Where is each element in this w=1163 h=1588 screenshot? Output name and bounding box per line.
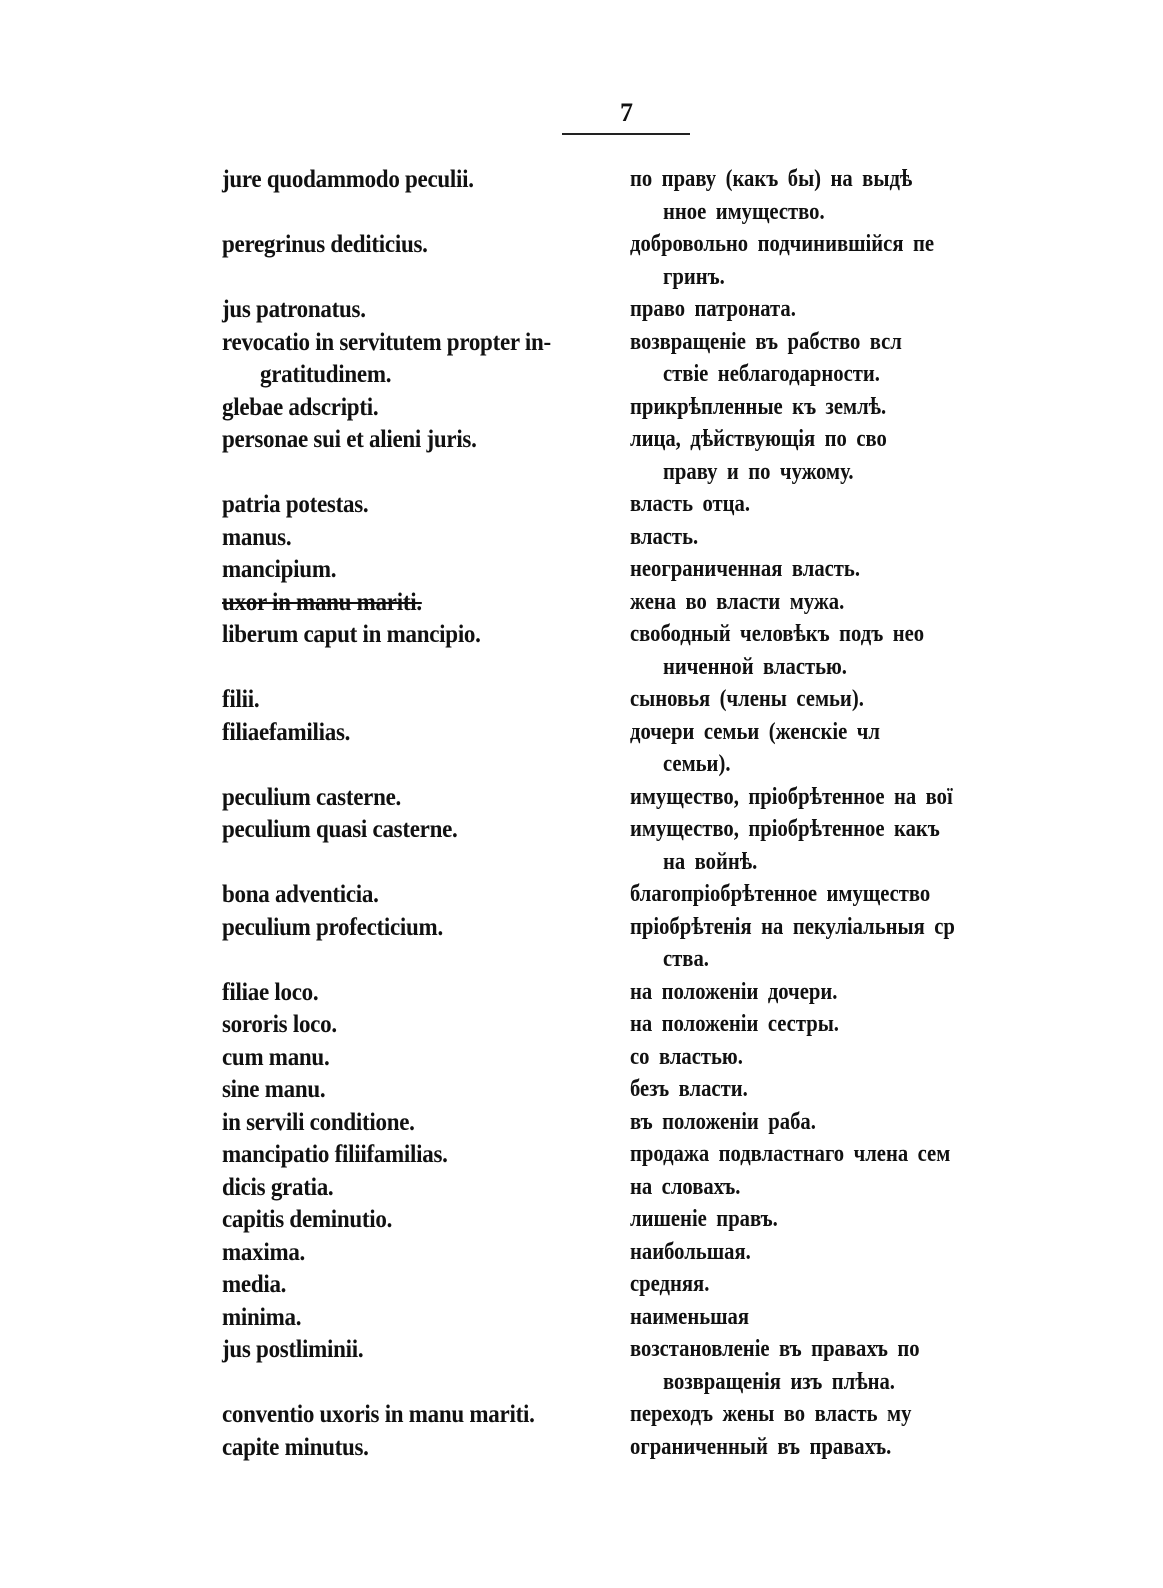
russian-translation xyxy=(630,1271,975,1298)
russian-translation-text: на положеніи сестры. xyxy=(630,1011,839,1037)
russian-translation-text: жена во власти мужа. xyxy=(630,588,845,615)
glossary-row xyxy=(0,296,1163,329)
glossary-row xyxy=(0,881,1163,914)
russian-translation-text: по праву (какъ бы) на выдѣ xyxy=(630,166,913,192)
glossary-row xyxy=(0,1434,1163,1467)
latin-term: in servili conditione. xyxy=(222,1108,415,1136)
latin-term: media. xyxy=(222,1271,287,1298)
russian-translation-text: имущество, пріобрѣтенное на вої xyxy=(630,783,953,810)
latin-term: personae sui et alieni juris. xyxy=(222,426,477,453)
latin-term: peculium casterne. xyxy=(222,783,402,811)
russian-translation xyxy=(630,231,975,258)
russian-translation xyxy=(630,1434,975,1461)
glossary-row xyxy=(0,654,1163,687)
russian-translation xyxy=(630,979,975,1006)
russian-translation-text: пріобрѣтенія на пекуліальныя ср xyxy=(630,913,955,940)
latin-term: jus postliminii. xyxy=(222,1336,364,1363)
russian-translation xyxy=(630,1336,975,1363)
glossary-row xyxy=(0,1141,1163,1174)
russian-translation-text: власть отца. xyxy=(630,491,751,517)
latin-term: jure quodammodo peculii. xyxy=(222,166,474,193)
glossary-row xyxy=(0,914,1163,947)
latin-term: minima. xyxy=(222,1303,302,1331)
glossary-row xyxy=(0,1206,1163,1239)
glossary-row xyxy=(0,1401,1163,1434)
russian-translation xyxy=(630,1141,975,1168)
glossary-row xyxy=(0,621,1163,654)
russian-translation xyxy=(630,816,975,843)
latin-term: mancipium. xyxy=(222,556,337,583)
glossary-row xyxy=(0,394,1163,427)
glossary-row xyxy=(0,231,1163,264)
glossary-row xyxy=(0,166,1163,199)
glossary-row xyxy=(0,329,1163,362)
latin-term: jus patronatus. xyxy=(222,296,366,323)
russian-translation-text: наибольшая. xyxy=(630,1238,751,1265)
russian-translation xyxy=(630,1109,975,1136)
latin-term: revocatio in servitutem propter in- xyxy=(222,328,551,356)
glossary-row xyxy=(0,1271,1163,1304)
glossary-row xyxy=(0,1076,1163,1109)
russian-translation xyxy=(630,459,975,486)
russian-translation xyxy=(630,1044,975,1071)
latin-term: conventio uxoris in manu mariti. xyxy=(222,1401,535,1428)
russian-translation xyxy=(630,1206,975,1233)
russian-translation-text: на положеніи дочери. xyxy=(630,978,838,1005)
russian-translation-text: свободный человѣкъ подъ нео xyxy=(630,621,925,647)
glossary-row xyxy=(0,1174,1163,1207)
russian-translation xyxy=(630,751,975,778)
latin-term: dicis gratia. xyxy=(222,1173,334,1201)
latin-term: manus. xyxy=(222,523,292,551)
glossary-row xyxy=(0,1336,1163,1369)
russian-translation-text: власть. xyxy=(630,523,699,550)
russian-translation-text: семьи). xyxy=(663,751,731,777)
latin-term: filii. xyxy=(222,686,260,713)
russian-translation xyxy=(630,589,975,616)
russian-translation-text: неограниченная власть. xyxy=(630,556,861,582)
russian-translation xyxy=(630,784,975,811)
russian-translation-text: ограниченный въ правахъ. xyxy=(630,1433,892,1460)
russian-translation-text: ства. xyxy=(663,946,709,972)
latin-term: gratitudinem. xyxy=(260,361,392,388)
glossary-row xyxy=(0,686,1163,719)
russian-translation-text: дочери семьи (женскіе чл xyxy=(630,718,881,745)
russian-translation-text: продажа подвластнаго члена сем xyxy=(630,1141,951,1167)
russian-translation xyxy=(630,426,975,453)
russian-translation xyxy=(630,719,975,746)
russian-translation xyxy=(630,914,975,941)
latin-term: sine manu. xyxy=(222,1076,326,1103)
page-number: 7 xyxy=(620,98,633,127)
russian-translation xyxy=(630,491,975,518)
russian-translation-text: благопріобрѣтенное имущество xyxy=(630,881,931,907)
russian-translation xyxy=(630,654,975,681)
russian-translation xyxy=(630,296,975,323)
glossary-row xyxy=(0,524,1163,557)
russian-translation-text: возвращеніе въ рабство всл xyxy=(630,328,902,355)
russian-translation xyxy=(630,1304,975,1331)
latin-term: capitis deminutio. xyxy=(222,1206,393,1233)
russian-translation xyxy=(630,1076,975,1103)
russian-translation-text: въ положеніи раба. xyxy=(630,1108,816,1135)
russian-translation xyxy=(630,1011,975,1038)
russian-translation xyxy=(630,1369,975,1396)
russian-translation xyxy=(630,524,975,551)
glossary-row xyxy=(0,264,1163,297)
russian-translation-text: наименьшая xyxy=(630,1303,750,1330)
russian-translation xyxy=(630,881,975,908)
russian-translation-text: на словахъ. xyxy=(630,1173,741,1200)
russian-translation-text: добровольно подчинившійся пе xyxy=(630,231,935,257)
glossary-row xyxy=(0,361,1163,394)
russian-translation xyxy=(630,329,975,356)
glossary-row xyxy=(0,946,1163,979)
russian-translation-text: ствіе неблагодарности. xyxy=(663,361,880,387)
russian-translation xyxy=(630,1239,975,1266)
glossary-row xyxy=(0,849,1163,882)
latin-term: bona adventicia. xyxy=(222,881,379,908)
russian-translation xyxy=(630,621,975,648)
russian-translation-text: праву и по чужому. xyxy=(663,458,854,485)
glossary-row xyxy=(0,199,1163,232)
russian-translation-text: сыновья (члены семьи). xyxy=(630,686,864,712)
glossary-row xyxy=(0,751,1163,784)
russian-translation-text: на войнѣ. xyxy=(663,848,758,875)
glossary-row xyxy=(0,784,1163,817)
russian-translation-text: со властью. xyxy=(630,1043,743,1070)
russian-translation xyxy=(630,556,975,583)
russian-translation-text: нное имущество. xyxy=(663,198,825,225)
latin-term: uxor in manu mariti. xyxy=(222,588,422,616)
russian-translation-text: прикрѣпленные къ землѣ. xyxy=(630,393,887,420)
glossary-row xyxy=(0,426,1163,459)
russian-translation-text: гринъ. xyxy=(663,263,725,290)
russian-translation xyxy=(630,849,975,876)
russian-translation-text: имущество, пріобрѣтенное какъ xyxy=(630,816,940,842)
russian-translation xyxy=(630,394,975,421)
glossary-row xyxy=(0,556,1163,589)
latin-term: filiaefamilias. xyxy=(222,718,351,746)
latin-term: patria potestas. xyxy=(222,491,369,518)
russian-translation-text: ниченной властью. xyxy=(663,653,847,680)
glossary-row xyxy=(0,1304,1163,1337)
russian-translation-text: лишеніе правъ. xyxy=(630,1206,778,1232)
glossary-row xyxy=(0,1011,1163,1044)
glossary-row xyxy=(0,589,1163,622)
latin-term: peculium profecticium. xyxy=(222,913,443,941)
russian-translation-text: безъ власти. xyxy=(630,1076,748,1102)
russian-translation xyxy=(630,1401,975,1428)
glossary-row xyxy=(0,1369,1163,1402)
latin-term: cum manu. xyxy=(222,1043,330,1071)
russian-translation-text: право патроната. xyxy=(630,296,796,322)
glossary-row xyxy=(0,979,1163,1012)
russian-translation xyxy=(630,1174,975,1201)
russian-translation-text: лица, дѣйствующія по сво xyxy=(630,426,887,452)
latin-term: sororis loco. xyxy=(222,1011,337,1038)
latin-term: peculium quasi casterne. xyxy=(222,816,458,843)
glossary-row xyxy=(0,1239,1163,1272)
latin-term: capite minutus. xyxy=(222,1433,369,1461)
glossary-row xyxy=(0,1109,1163,1142)
latin-term: liberum caput in mancipio. xyxy=(222,621,481,648)
latin-term: maxima. xyxy=(222,1238,306,1266)
russian-translation-text: средняя. xyxy=(630,1271,710,1297)
russian-translation xyxy=(630,361,975,388)
glossary-row xyxy=(0,719,1163,752)
latin-term: glebae adscripti. xyxy=(222,393,379,421)
latin-term: filiae loco. xyxy=(222,978,319,1006)
glossary-row xyxy=(0,1044,1163,1077)
latin-term: peregrinus dediticius. xyxy=(222,231,428,258)
russian-translation xyxy=(630,166,975,193)
russian-translation xyxy=(630,946,975,973)
russian-translation xyxy=(630,264,975,291)
russian-translation xyxy=(630,686,975,713)
glossary-row xyxy=(0,459,1163,492)
russian-translation-text: возстановленіе въ правахъ по xyxy=(630,1336,920,1362)
glossary-list xyxy=(0,166,1163,1466)
glossary-row xyxy=(0,491,1163,524)
header-rule xyxy=(562,133,690,135)
glossary-row xyxy=(0,816,1163,849)
latin-term: mancipatio filiifamilias. xyxy=(222,1141,448,1168)
russian-translation xyxy=(630,199,975,226)
russian-translation-text: переходъ жены во власть му xyxy=(630,1401,912,1427)
russian-translation-text: возвращенія изъ плѣна. xyxy=(663,1368,895,1395)
